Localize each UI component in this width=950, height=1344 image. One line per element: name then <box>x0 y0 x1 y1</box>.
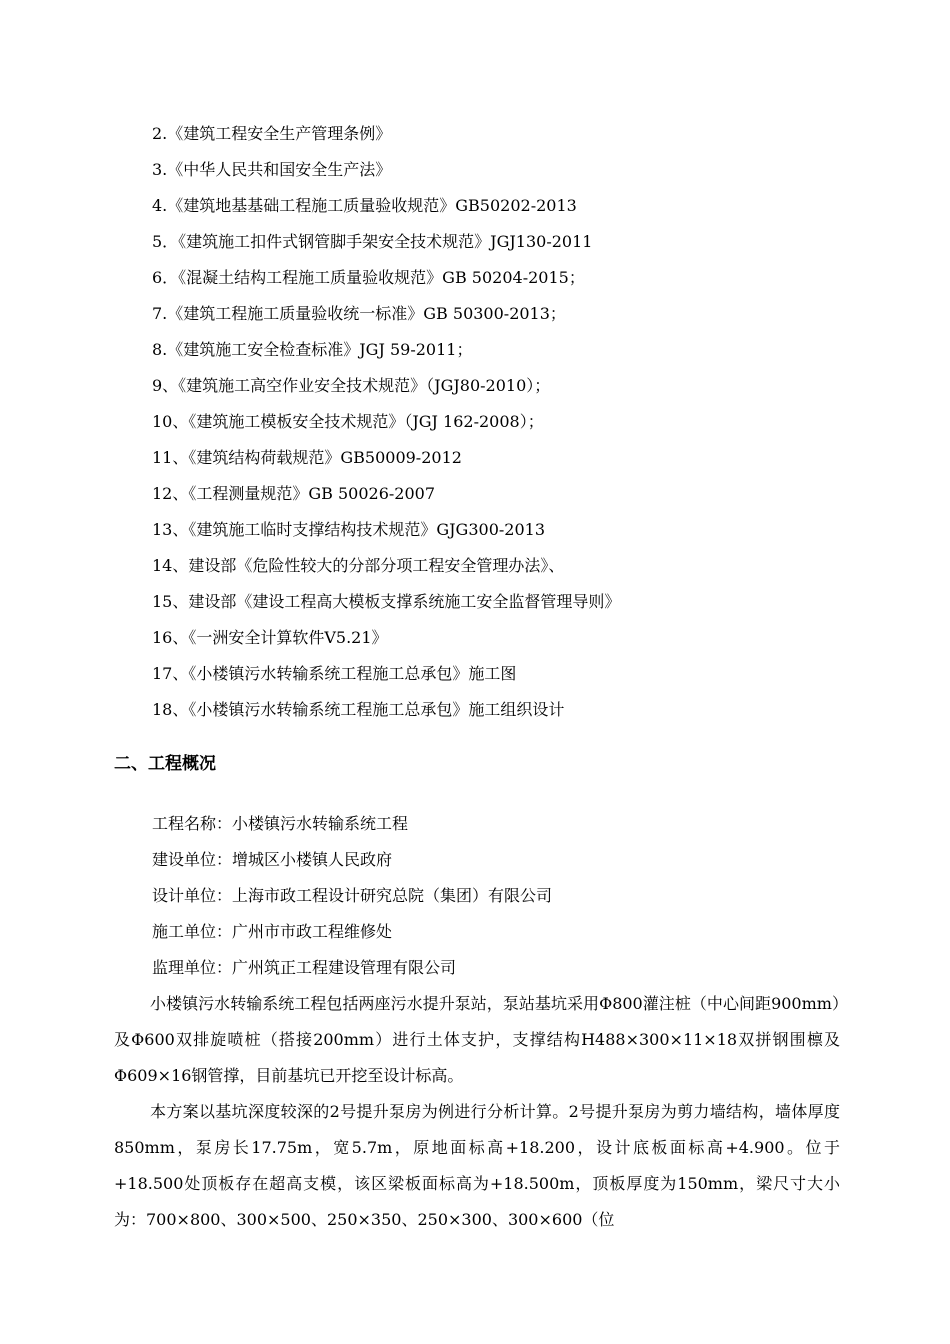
reference-item: 12、《工程测量规范》GB 50026-2007 <box>152 484 436 503</box>
reference-list <box>152 116 852 728</box>
reference-item: 2.《建筑工程安全生产管理条例》 <box>152 124 392 143</box>
project-description-paragraph: 小楼镇污水转输系统工程包括两座污水提升泵站，泵站基坑采用Φ800灌注桩（中心间距900mm）及Φ600双排旋喷桩（搭接200mm）进行土体支护，支撑结构H488×300×11×18双拼钢围檩及Φ609×16钢管撑，目前基坑已开挖至设计标高。 <box>114 994 840 1085</box>
construction-unit: 施工单位：广州市市政工程维修处 <box>152 922 393 941</box>
reference-item: 9、《建筑施工高空作业安全技术规范》（JGJ80-2010）； <box>152 376 551 395</box>
reference-item: 11、《建筑结构荷载规范》GB50009-2012 <box>152 448 462 467</box>
reference-item: 18、《小楼镇污水转输系统工程施工总承包》施工组织设计 <box>152 700 565 719</box>
reference-item: 8.《建筑施工安全检查标准》JGJ 59-2011； <box>152 340 473 359</box>
supervision-unit: 监理单位：广州筑正工程建设管理有限公司 <box>152 958 457 977</box>
project-name: 工程名称：小楼镇污水转输系统工程 <box>152 814 409 833</box>
reference-item: 15、建设部《建设工程高大模板支撑系统施工安全监督管理导则》 <box>152 592 621 611</box>
design-unit: 设计单位：上海市政工程设计研究总院（集团）有限公司 <box>152 886 553 905</box>
reference-item: 14、建设部《危险性较大的分部分项工程安全管理办法》、 <box>152 556 565 575</box>
reference-item: 10、《建筑施工模板安全技术规范》（JGJ 162-2008）； <box>152 412 544 431</box>
reference-item: 4.《建筑地基基础工程施工质量验收规范》GB50202-2013 <box>152 196 577 215</box>
owner-unit: 建设单位：增城区小楼镇人民政府 <box>152 850 393 869</box>
reference-item: 13、《建筑施工临时支撑结构技术规范》GJG300-2013 <box>152 520 546 539</box>
project-info-list <box>152 806 852 986</box>
reference-item: 3.《中华人民共和国安全生产法》 <box>152 160 392 179</box>
reference-item: 5．《建筑施工扣件式钢管脚手架安全技术规范》JGJ130-2011 <box>152 232 593 251</box>
calculation-scope-paragraph: 本方案以基坑深度较深的2号提升泵房为例进行分析计算。2号提升泵房为剪力墙结构，墙体厚度850mm，泵房长17.75m，宽5.7m，原地面标高+18.200，设计底板面标高+4.900。位于+18.500处顶板存在超高支模，该区梁板面标高为+18.500m，顶板厚度为150mm，梁尺寸大小为：700×800、300×500、250×350、250×300、300×600（位 <box>114 1102 840 1229</box>
reference-item: 6．《混凝土结构工程施工质量验收规范》GB 50204-2015； <box>152 268 585 287</box>
reference-item: 17、《小楼镇污水转输系统工程施工总承包》施工图 <box>152 664 517 683</box>
reference-item: 7.《建筑工程施工质量验收统一标准》GB 50300-2013； <box>152 304 566 323</box>
reference-item: 16、《一洲安全计算软件V5.21》 <box>152 628 388 647</box>
section-title: 二、工程概况 <box>114 754 216 774</box>
